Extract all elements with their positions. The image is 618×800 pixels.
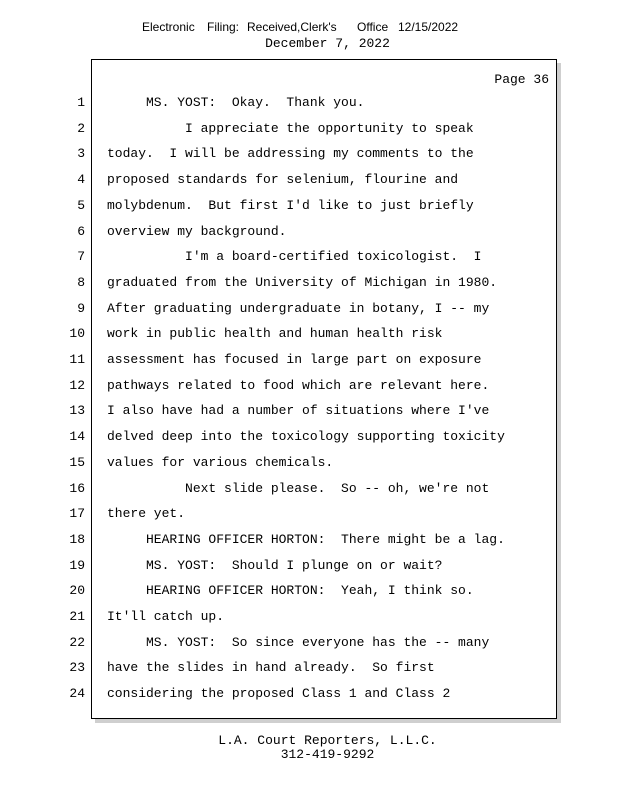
transcript-line [0, 275, 560, 300]
transcript-line [0, 172, 560, 197]
filing-word-office: Office [357, 20, 389, 34]
transcript-line [0, 481, 560, 506]
transcript-line [0, 352, 560, 377]
line-text: It'll catch up. [107, 609, 225, 624]
line-number: 23 [69, 660, 85, 676]
transcript-line [0, 660, 560, 685]
line-text: work in public health and human health risk [107, 326, 443, 342]
line-text: MS. YOST: Should I plunge on or wait? [107, 557, 443, 573]
line-text: delved deep into the toxicology supporting toxicity [107, 429, 505, 445]
line-text: HEARING OFFICER HORTON: There might be a lag. [107, 531, 505, 547]
line-text: overview my background. [107, 223, 287, 239]
line-number: 20 [69, 583, 85, 599]
line-text: After graduating undergraduate in botany, I -- my [107, 300, 490, 316]
transcript-line [0, 146, 560, 171]
transcript-line [0, 121, 560, 146]
transcript-line [0, 301, 560, 326]
page-number: Page 36 [494, 72, 549, 87]
line-text: I'm a board-certified toxicologist. I [107, 249, 482, 265]
line-number: 4 [77, 172, 85, 188]
filing-word-filing: Filing: [207, 20, 240, 34]
transcript-line [0, 455, 560, 480]
transcript-line [0, 95, 560, 120]
line-number: 5 [77, 197, 85, 213]
line-number: 3 [77, 146, 85, 162]
filing-stamp [0, 20, 618, 36]
line-text: pathways related to food which are relevant here. [107, 377, 490, 393]
hearing-date: December 7, 2022 [265, 36, 390, 51]
line-number: 17 [69, 506, 85, 522]
transcript-line [0, 429, 560, 454]
line-number: 6 [77, 223, 85, 239]
transcript-line [0, 609, 560, 634]
transcript-line [0, 583, 560, 608]
transcript-line [0, 635, 560, 660]
filing-word-electronic: Electronic [142, 20, 195, 34]
filing-word-received: Received,Clerk's [247, 20, 337, 34]
line-number: 18 [69, 531, 85, 547]
line-number: 22 [69, 634, 85, 650]
transcript-line [0, 558, 560, 583]
transcript-line [0, 532, 560, 557]
line-text: HEARING OFFICER HORTON: Yeah, I think so. [107, 583, 474, 599]
line-text: MS. YOST: Okay. Thank you. [107, 95, 365, 110]
line-number: 1 [77, 95, 85, 110]
line-number: 11 [69, 352, 85, 367]
transcript-line [0, 198, 560, 223]
line-number: 7 [77, 249, 85, 265]
line-text: graduated from the University of Michigan in 1980. [107, 274, 498, 290]
line-text: molybdenum. But first I'd like to just briefly [107, 197, 474, 213]
line-text: I appreciate the opportunity to speak [107, 120, 474, 136]
line-text: proposed standards for selenium, flourine and [107, 172, 459, 188]
line-text: values for various chemicals. [107, 454, 334, 470]
line-text: today. I will be addressing my comments to the [107, 146, 474, 162]
line-number: 15 [69, 454, 85, 470]
line-number: 8 [77, 274, 85, 290]
line-number: 24 [69, 686, 85, 702]
line-number: 13 [69, 403, 85, 419]
line-text: MS. YOST: So since everyone has the -- many [107, 634, 490, 650]
line-text: assessment has focused in large part on exposure [107, 352, 482, 367]
line-number: 10 [69, 326, 85, 342]
transcript-line [0, 403, 560, 428]
line-text: considering the proposed Class 1 and Class 2 [107, 686, 451, 702]
line-number: 12 [69, 377, 85, 393]
line-number: 9 [77, 300, 85, 316]
line-number: 21 [69, 609, 85, 624]
line-number: 16 [69, 480, 85, 496]
line-text: Next slide please. So -- oh, we're not [107, 480, 490, 496]
transcript-line [0, 686, 560, 711]
line-text: there yet. [107, 506, 186, 522]
line-number: 2 [77, 120, 85, 136]
transcript-line [0, 249, 560, 274]
transcript-line [0, 506, 560, 531]
filing-date: 12/15/2022 [398, 20, 459, 34]
line-text: I also have had a number of situations where I've [107, 403, 490, 419]
line-text: have the slides in hand already. So first [107, 660, 435, 676]
footer-phone: 312-419-9292 [280, 747, 375, 762]
line-number: 19 [69, 557, 85, 573]
transcript-line [0, 378, 560, 403]
footer-company: L.A. Court Reporters, L.L.C. [218, 733, 437, 748]
line-number: 14 [69, 429, 85, 445]
transcript-line [0, 326, 560, 351]
transcript-line [0, 224, 560, 249]
